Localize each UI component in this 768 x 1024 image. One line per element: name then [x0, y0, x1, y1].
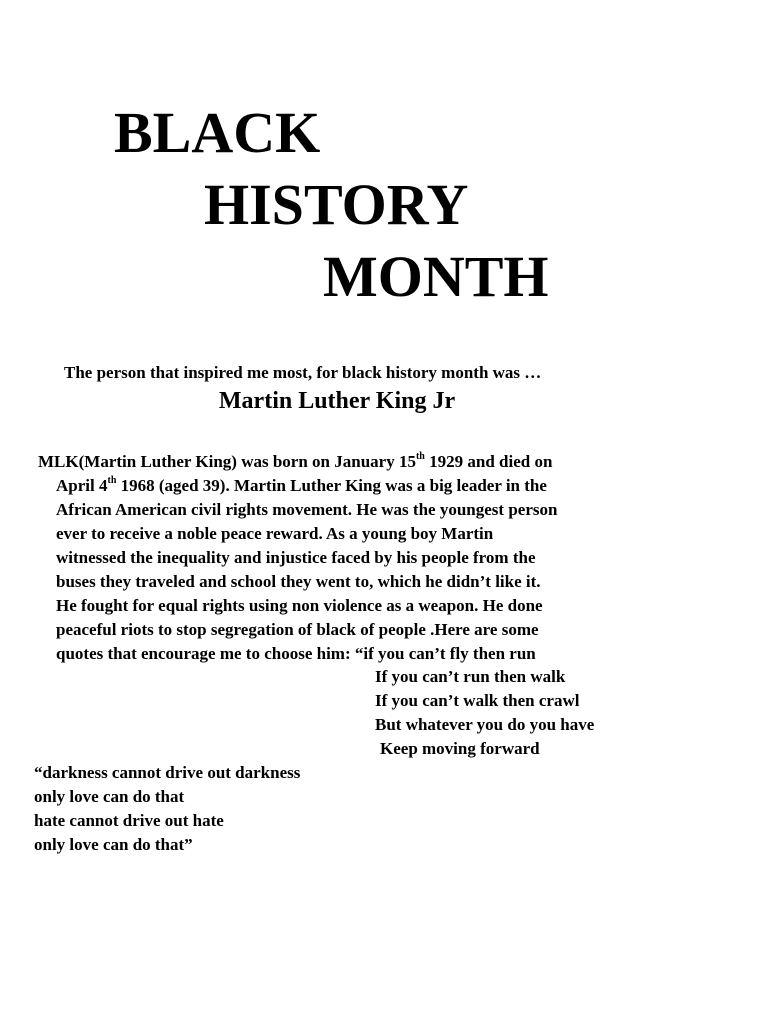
quote-line: only love can do that [34, 787, 185, 806]
quote-line: “darkness cannot drive out darkness [34, 763, 301, 782]
quote-fly-run-walk [375, 665, 594, 761]
quote-line: Keep moving forward [380, 739, 540, 758]
bio-line: peaceful riots to stop segregation of black of people .Here are some [56, 620, 539, 639]
bio-line: quotes that encourage me to choose him: “if you can’t fly then run [56, 644, 536, 663]
bio-line: ever to receive a noble peace reward. As a young boy Martin [56, 524, 494, 543]
bio-line: buses they traveled and school they went to, which he didn’t like it. [56, 572, 541, 591]
biography-paragraph [38, 450, 557, 666]
bio-line: African American civil rights movement. He was the youngest person [56, 500, 558, 519]
person-name: Martin Luther King Jr [218, 388, 456, 414]
bio-line: April 4th 1968 (aged 39). Martin Luther King was a big leader in the [56, 475, 547, 495]
bio-line: MLK(Martin Luther King) was born on January 15th 1929 and died on [38, 451, 553, 471]
title-line-history: HISTORY [204, 172, 469, 237]
bio-line: He fought for equal rights using non violence as a weapon. He done [56, 596, 543, 615]
quote-line: If you can’t walk then crawl [375, 691, 580, 710]
bio-line: witnessed the inequality and injustice faced by his people from the [56, 548, 536, 567]
title-line-black: BLACK [114, 100, 321, 165]
quote-line: If you can’t run then walk [375, 667, 566, 686]
quote-line: only love can do that” [34, 835, 193, 854]
quote-line: But whatever you do you have [375, 715, 595, 734]
quote-darkness-love [34, 761, 300, 857]
intro-sentence: The person that inspired me most, for black history month was … [64, 363, 542, 382]
title-line-month: MONTH [323, 244, 549, 309]
quote-line: hate cannot drive out hate [34, 811, 224, 830]
